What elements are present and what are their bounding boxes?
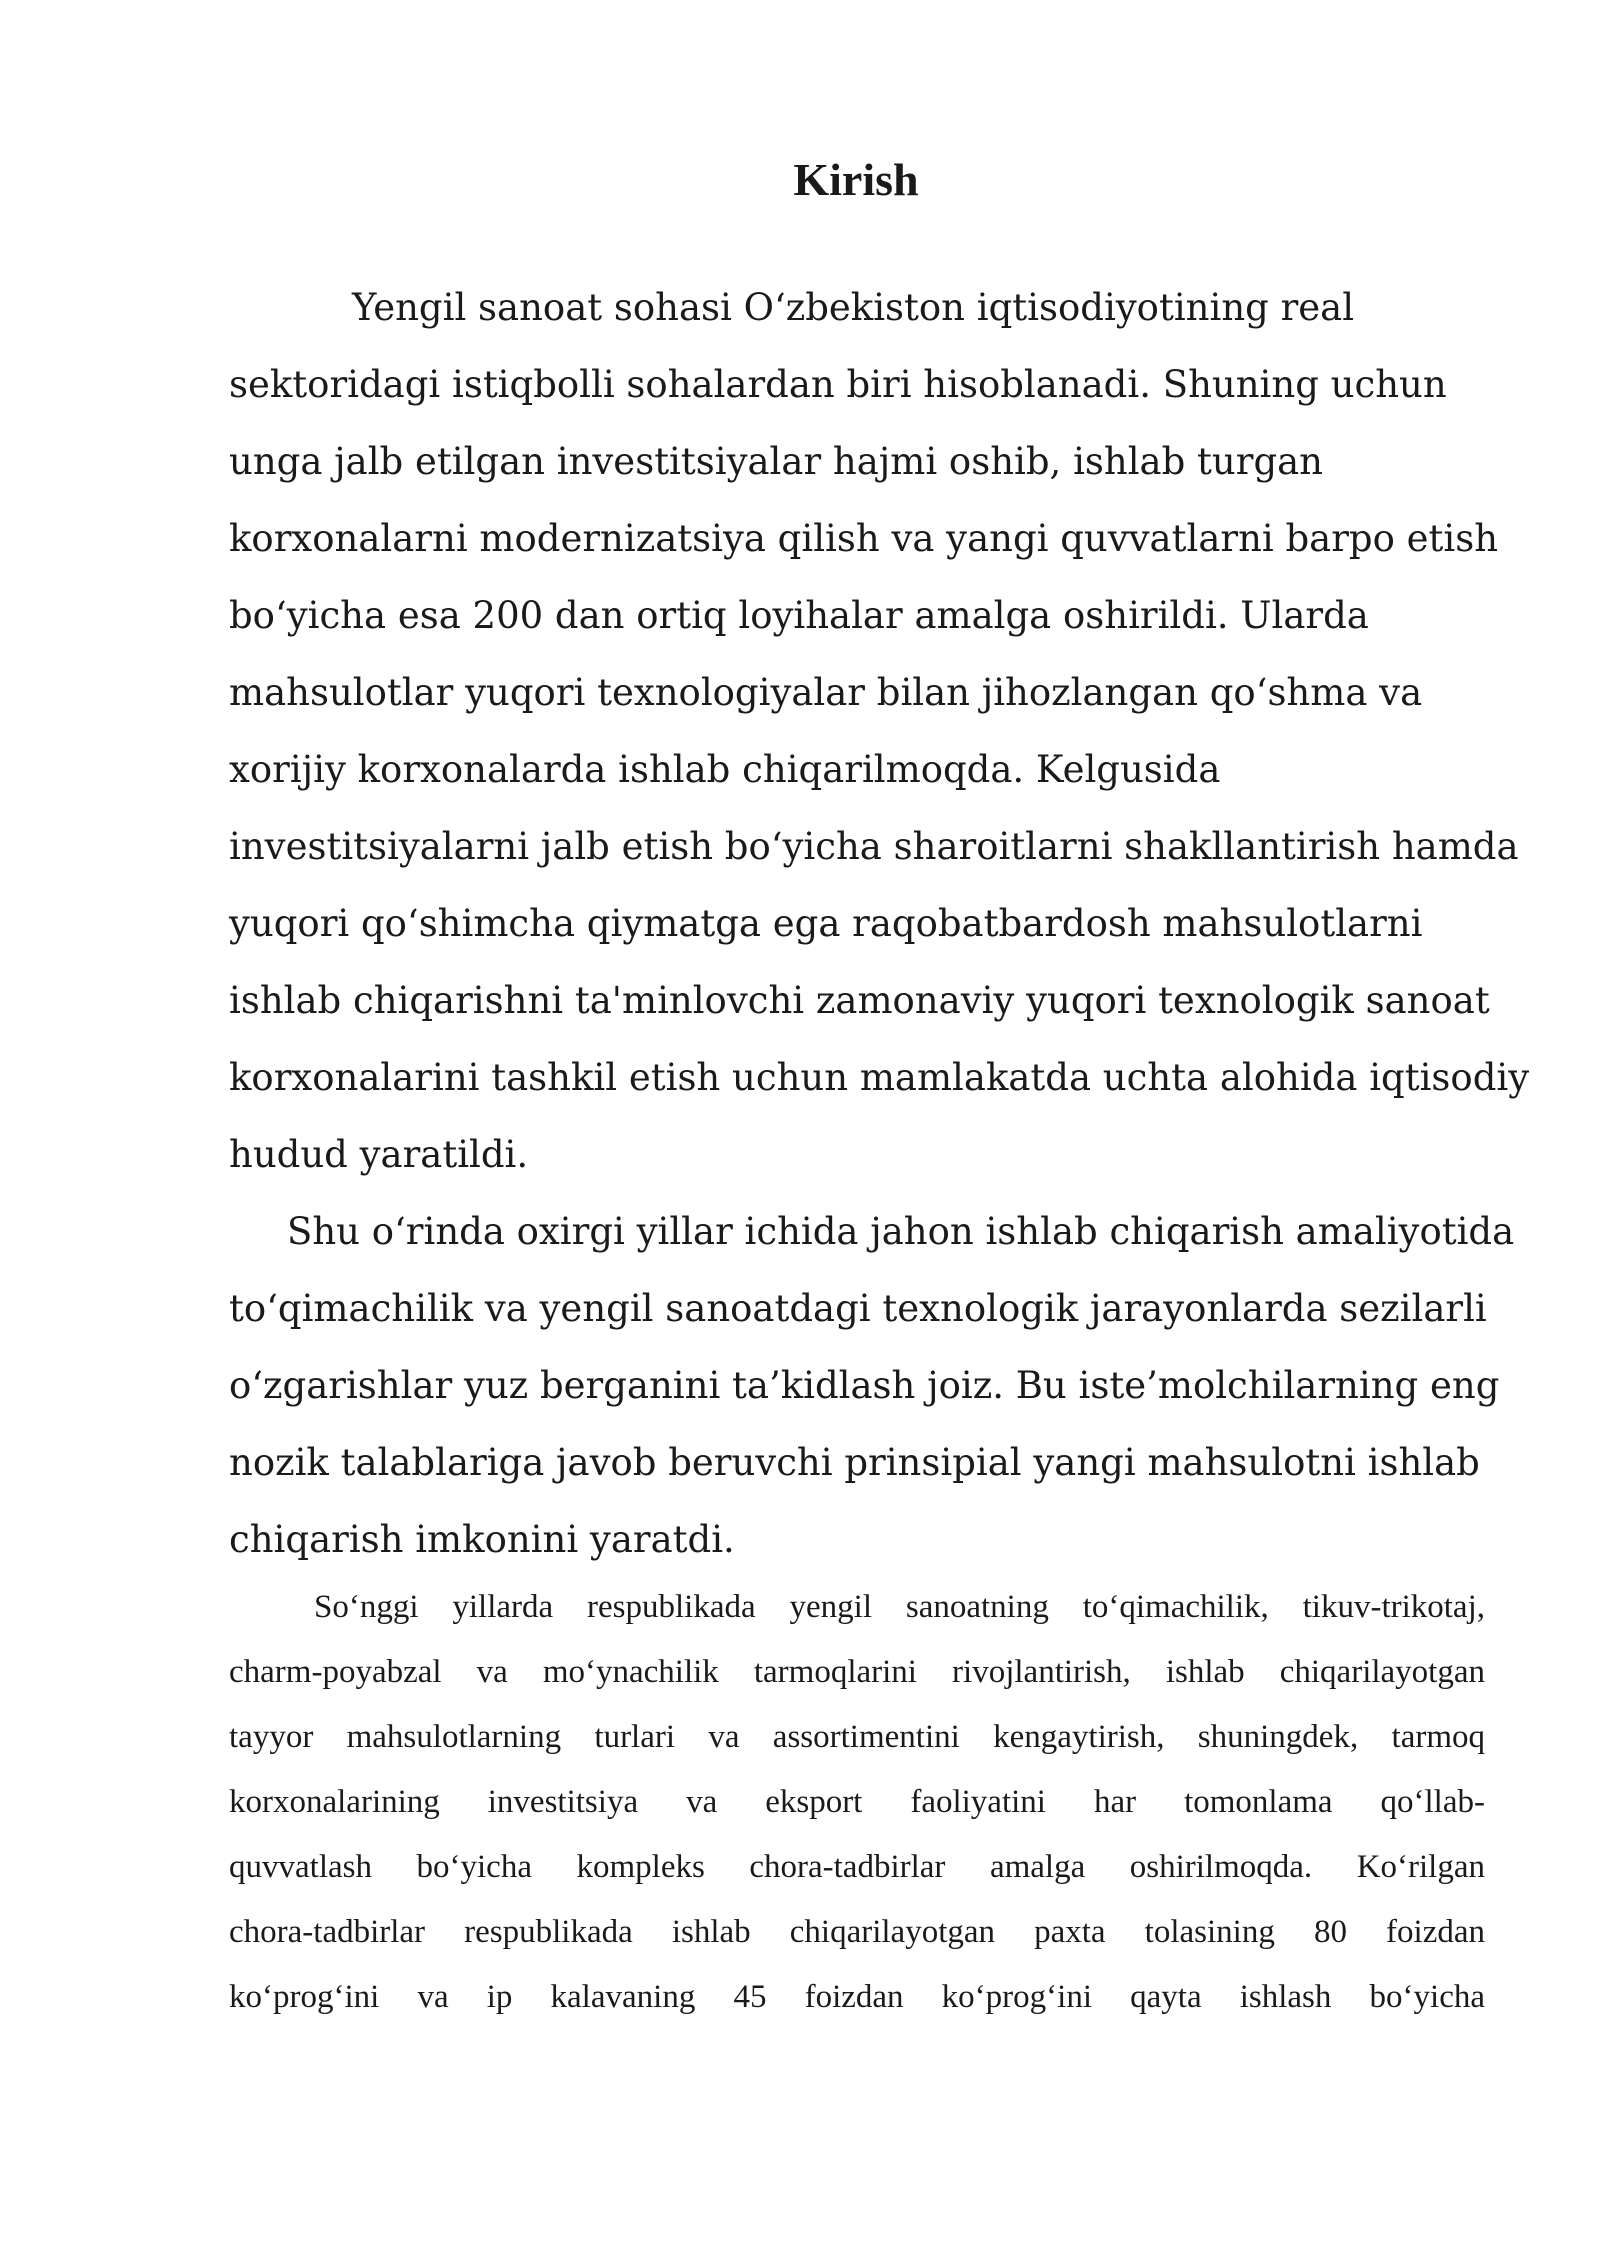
text-line: chiqarish imkonini yaratdi. xyxy=(229,1518,735,1561)
text-line: yuqori qo‘shimcha qiymatga ega raqobatbardosh mahsulotlarni xyxy=(229,902,1423,945)
text-line: chora-tadbirlar respublikada ishlab chiqarilayotgan paxta tolasining 80 foizdan xyxy=(229,1914,1485,1950)
text-line: ko‘prog‘ini va ip kalavaning 45 foizdan ko‘prog‘ini qayta ishlash bo‘yicha xyxy=(229,1979,1485,2015)
text-line: So‘nggi yillarda respublikada yengil sanoatning to‘qimachilik, tikuv-trikotaj, xyxy=(314,1589,1485,1625)
text-line: xorijiy korxonalarda ishlab chiqarilmoqda. Kelgusida xyxy=(229,748,1221,791)
text-line: mahsulotlar yuqori texnologiyalar bilan jihozlangan qo‘shma va xyxy=(229,671,1423,714)
text-line: nozik talablariga javob beruvchi prinsipial yangi mahsulotni ishlab xyxy=(229,1441,1480,1484)
text-line: unga jalb etilgan investitsiyalar hajmi oshib, ishlab turgan xyxy=(229,440,1324,483)
text-line: Shu o‘rinda oxirgi yillar ichida jahon ishlab chiqarish amaliyotida xyxy=(287,1210,1515,1253)
text-line: charm-poyabzal va mo‘ynachilik tarmoqlarini rivojlantirish, ishlab chiqarilayotgan xyxy=(229,1654,1485,1690)
text-line: korxonalarining investitsiya va eksport faoliyatini har tomonlama qo‘llab- xyxy=(229,1784,1485,1820)
text-line: ishlab chiqarishni ta'minlovchi zamonaviy yuqori texnologik sanoat xyxy=(229,979,1490,1022)
text-line: tayyor mahsulotlarning turlari va assortimentini kengaytirish, shuningdek, tarmoq xyxy=(229,1719,1485,1755)
text-line: to‘qimachilik va yengil sanoatdagi texnologik jarayonlarda sezilarli xyxy=(229,1287,1487,1330)
text-line: bo‘yicha esa 200 dan ortiq loyihalar amalga oshirildi. Ularda xyxy=(229,594,1369,637)
text-line: o‘zgarishlar yuz berganini ta’kidlash joiz. Bu iste’molchilarning eng xyxy=(229,1364,1500,1407)
text-line: investitsiyalarni jalb etish bo‘yicha sharoitlarni shakllantirish hamda xyxy=(229,825,1519,868)
text-line: quvvatlash bo‘yicha kompleks chora-tadbirlar amalga oshirilmoqda. Ko‘rilgan xyxy=(229,1849,1485,1885)
paragraph-third xyxy=(229,1575,1485,2030)
text-line: hudud yaratildi. xyxy=(229,1133,529,1176)
text-line: korxonalarini tashkil etish uchun mamlakatda uchta alohida iqtisodiy xyxy=(229,1056,1530,1099)
page-title: Kirish xyxy=(793,154,919,205)
paragraph-intro xyxy=(229,269,1530,1193)
text-line: korxonalarni modernizatsiya qilish va yangi quvvatlarni barpo etish xyxy=(229,517,1499,560)
text-line: sektoridagi istiqbolli sohalardan biri hisoblanadi. Shuning uchun xyxy=(229,363,1447,406)
paragraph-second xyxy=(229,1193,1515,1578)
text-line: Yengil sanoat sohasi O‘zbekiston iqtisodiyotining real xyxy=(352,286,1355,329)
